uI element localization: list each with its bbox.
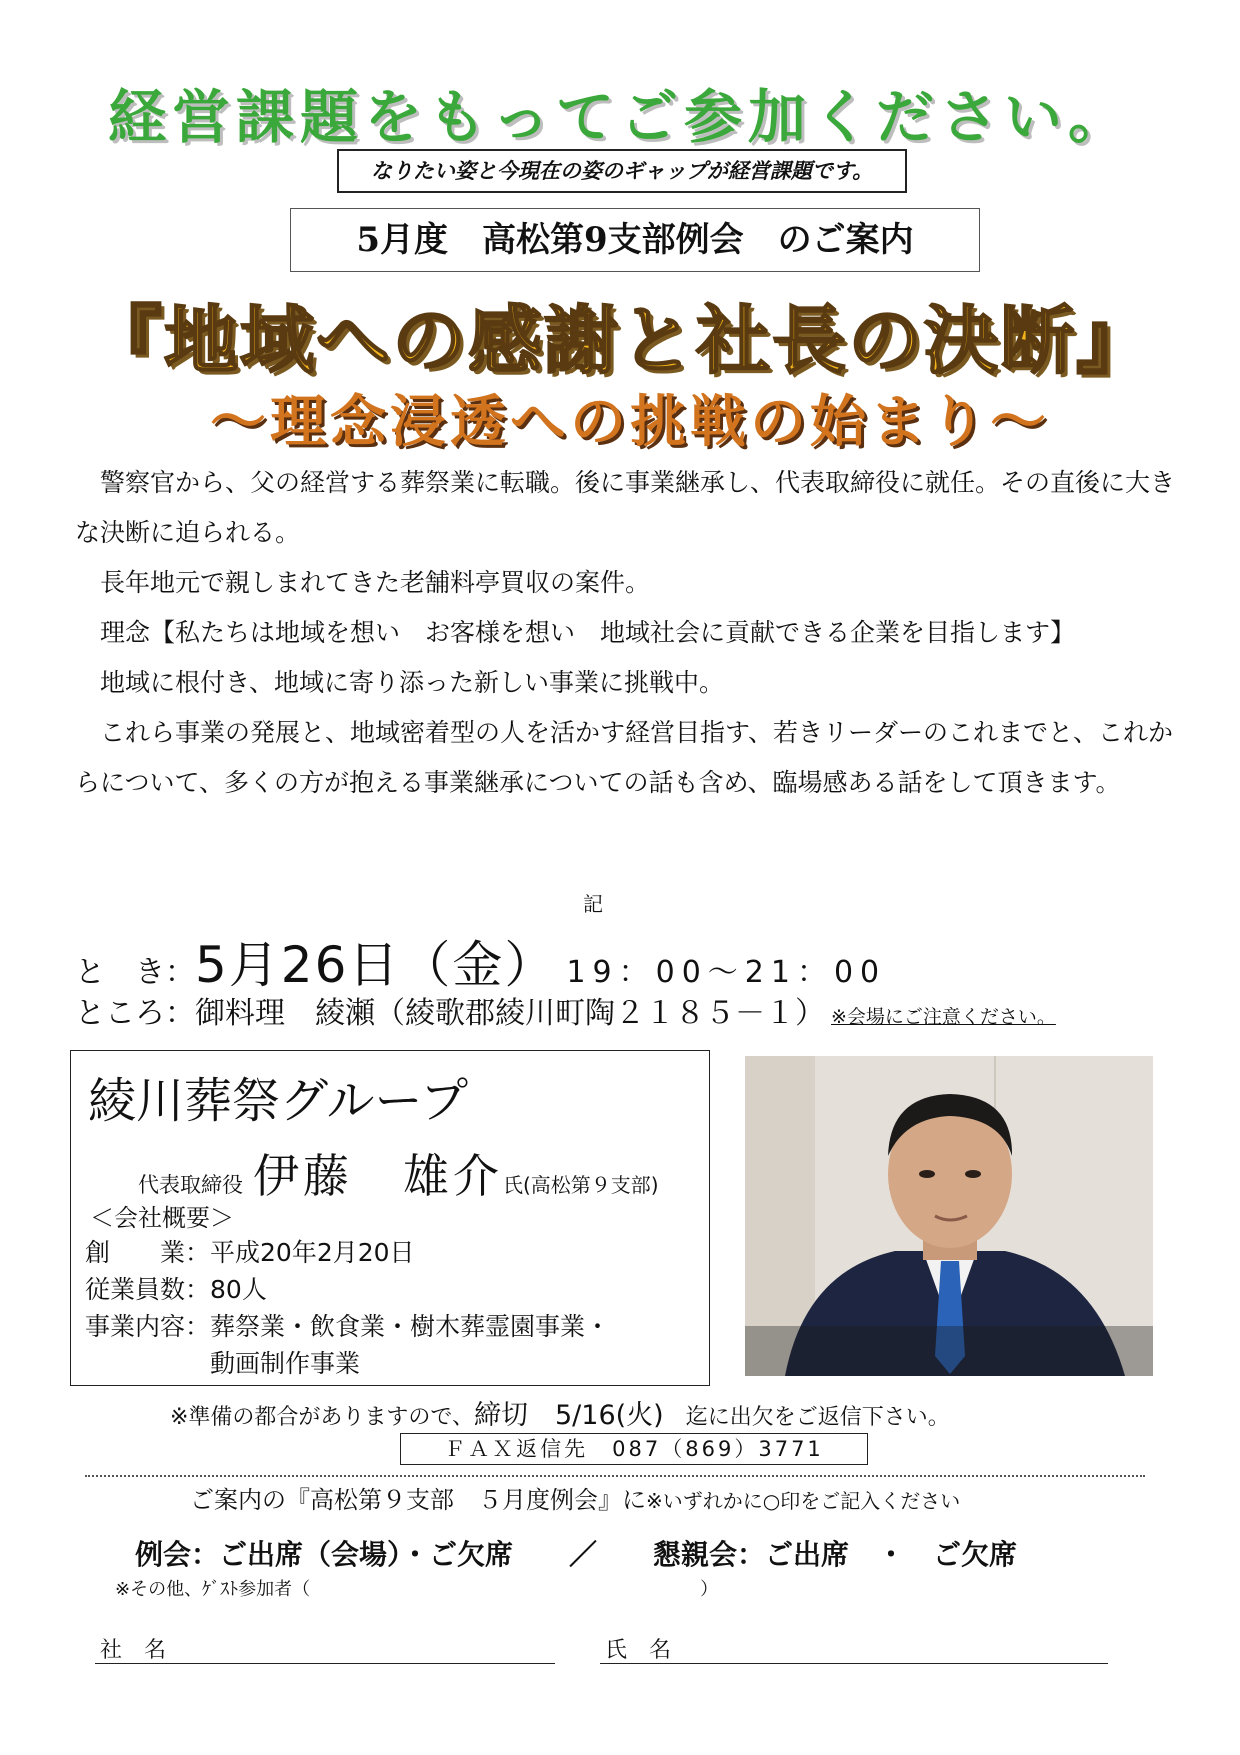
body-text <box>75 458 1175 808</box>
invite-line <box>190 1480 960 1515</box>
founded-value: 平成20年2月20日 <box>210 1238 415 1267</box>
sub-title: ～理念浸透への挑戦の始まり～ <box>210 390 1050 455</box>
announcement-box: 5月度 高松第9支部例会 のご案内 <box>290 208 980 272</box>
body-paragraph: 地域に根付き、地域に寄り添った新しい事業に挑戦中。 <box>100 668 725 697</box>
guest-line <box>115 1575 718 1601</box>
event-where <box>75 988 1056 1032</box>
invite-main: ご案内の『高松第９支部 ５月度例会』に <box>190 1486 646 1514</box>
deadline-pre: ※準備の都合がありますので、 <box>170 1405 474 1430</box>
business-row <box>85 1307 610 1343</box>
company-label: 社 名 <box>100 1638 167 1663</box>
business-value-line1: 葬祭業・飲食業・樹木葬霊園事業・ <box>210 1312 611 1341</box>
body-paragraph: 警察官から、父の経営する葬祭業に転職。後に事業継承し、代表取締役に就任。その直後に大きな決断に迫られる。 <box>75 468 1176 547</box>
speaker-photo <box>745 1056 1153 1376</box>
body-paragraph: 長年地元で親しまれてきた老舗料亭買収の案件。 <box>100 568 651 597</box>
ki-marker: 記 <box>583 892 603 916</box>
speaker-suffix: 氏(高松第９支部) <box>503 1173 659 1197</box>
company-name: 綾川葬祭グループ <box>88 1073 469 1129</box>
business-label: 事業内容： <box>85 1312 211 1341</box>
event-date: 5月26日（金） <box>195 936 557 994</box>
when-label: と き： <box>75 955 195 990</box>
deadline-date: 締切 5/16(火) <box>474 1400 664 1431</box>
founded-label: 創 業： <box>85 1238 211 1267</box>
invite-instruction: ※いずれかに○印をご記入ください <box>646 1489 961 1513</box>
attendance-options[interactable]: 例会：ご出席（会場）・ご欠席 ／ 懇親会：ご出席 ・ ご欠席 <box>135 1538 1018 1571</box>
employees-row <box>85 1270 267 1306</box>
founded-row <box>85 1233 415 1269</box>
deadline-note <box>170 1393 950 1432</box>
fax-box: ＦＡＸ返信先 087（869）3771 <box>400 1433 868 1465</box>
dotted-divider <box>85 1475 1145 1477</box>
event-venue: 御料理 綾瀬（綾歌郡綾川町陶２１８５－１） <box>195 996 825 1031</box>
name-field[interactable] <box>600 1663 1108 1664</box>
body-paragraph: これら事業の発展と、地域密着型の人を活かす経営目指す、若きリーダーのこれまでと、これからについて、多くの方が抱える事業継承についての話も含め、臨場感ある話をして頂きます。 <box>75 718 1174 797</box>
speaker-photo-illustration <box>745 1056 1153 1376</box>
employees-label: 従業員数： <box>85 1275 211 1304</box>
event-time: 19：00～21：00 <box>566 955 887 990</box>
speaker-title: 代表取締役 <box>138 1173 243 1197</box>
name-label: 氏 名 <box>605 1638 672 1663</box>
deadline-post: 迄に出欠をご返信下さい。 <box>685 1405 950 1430</box>
where-label: ところ： <box>75 996 195 1031</box>
employees-value: 80人 <box>210 1275 267 1304</box>
guest-open: ※その他、ｹﾞｽﾄ参加者（ <box>115 1579 311 1600</box>
speaker-name: 伊藤 雄介 <box>253 1149 503 1203</box>
overview-heading: ＜会社概要＞ <box>90 1204 234 1232</box>
speaker-row <box>138 1140 659 1206</box>
body-paragraph: 理念【私たちは地域を想い お客様を想い 地域社会に貢献できる企業を目指します】 <box>100 618 1076 647</box>
headline: 経営課題をもってご参加ください。 <box>107 83 1132 151</box>
business-value-line2: 動画制作事業 <box>210 1349 361 1378</box>
event-when <box>75 925 886 997</box>
main-title: 『地域への感謝と社長の決断』 <box>88 298 1152 384</box>
gap-note-box: なりたい姿と今現在の姿のギャップが経営課題です。 <box>337 149 907 193</box>
venue-note: ※会場にご注意ください。 <box>831 1006 1056 1028</box>
company-field[interactable] <box>95 1663 555 1664</box>
guest-close: ） <box>700 1579 719 1600</box>
